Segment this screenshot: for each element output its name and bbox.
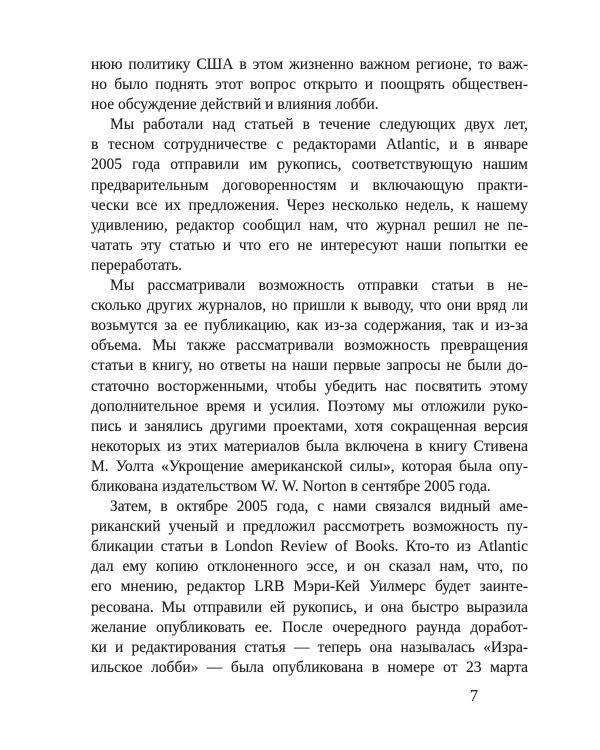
text-line: желание опубликовать ее. После очередного раунда доработ- [91, 618, 528, 636]
text-line: сколько других журналов, но пришли к выводу, что они вряд ли [91, 297, 528, 315]
text-line: чески все их предложения. Через несколько недель, к нашему [91, 196, 528, 214]
text-line: риканский ученый и предложил рассмотреть возможность пу- [91, 518, 528, 536]
text-line: дополнительное время и усилия. Поэтому мы отложили руко- [91, 397, 528, 415]
text-line: объема. Мы также рассматривали возможность превращения [91, 337, 528, 355]
body-text-block [91, 55, 528, 678]
text-line: бликована издательством W. W. Norton в сентябре 2005 года. [91, 477, 491, 495]
text-line: переработать. [91, 256, 183, 274]
text-line: статочно восторженными, чтобы убедить нас посвятить этому [91, 377, 528, 395]
text-line: Затем, в октябре 2005 года, с нами связался видный аме- [110, 498, 528, 516]
text-line: бликации статьи в London Review of Books. Кто-то из Atlantic [91, 538, 528, 556]
text-line: 2005 года отправили им рукопись, соответствующую нашим [91, 156, 528, 174]
text-line: в тесном сотрудничестве с редакторами Atlantic, и в январе [91, 136, 528, 154]
text-line: ильское лобби» — была опубликована в номере от 23 марта [91, 658, 528, 676]
text-line: пись и занялись другими проектами, хотя сокращенная версия [91, 417, 528, 435]
text-line: ресована. Мы отправили ей рукопись, и она быстро выразила [91, 598, 528, 616]
text-line: предварительным договоренностям и включающую практи- [91, 176, 528, 194]
text-line: дал ему копию отклоненного эссе, и он сказал нам, что, по [91, 558, 528, 576]
text-line: статьи в книгу, но ответы на наши первые запросы не были до- [91, 357, 528, 375]
text-line: его мнению, редактор LRB Мэри-Кей Уилмерс будет заинте- [91, 578, 528, 596]
text-line: нюю политику США в этом жизненно важном регионе, то важ- [91, 56, 528, 73]
text-line: чатать эту статью и что его не интересуют наши попытки ее [91, 236, 528, 254]
page-number: 7 [469, 686, 479, 705]
text-line: ки и редактирования статья — теперь она называлась «Изра- [91, 638, 528, 656]
text-line: ное обсуждение действий и влияния лобби. [91, 96, 379, 114]
text-line: Мы рассматривали возможность отправки статьи в не- [110, 277, 528, 295]
text-line: Мы работали над статьей в течение следующих двух лет, [110, 116, 528, 134]
text-line: возьмутся за ее публикацию, как из-за содержания, так и из-за [91, 317, 528, 335]
text-line: М. Уолта «Укрощение американской силы», которая была опу- [91, 457, 528, 475]
text-line: удивлению, редактор сообщил нам, что журнал решил не пе- [91, 216, 528, 234]
text-line: но было поднять этот вопрос открыто и поощрять обществен- [91, 76, 528, 94]
text-line: некоторых из этих материалов была включена в книгу Стивена [91, 437, 528, 455]
